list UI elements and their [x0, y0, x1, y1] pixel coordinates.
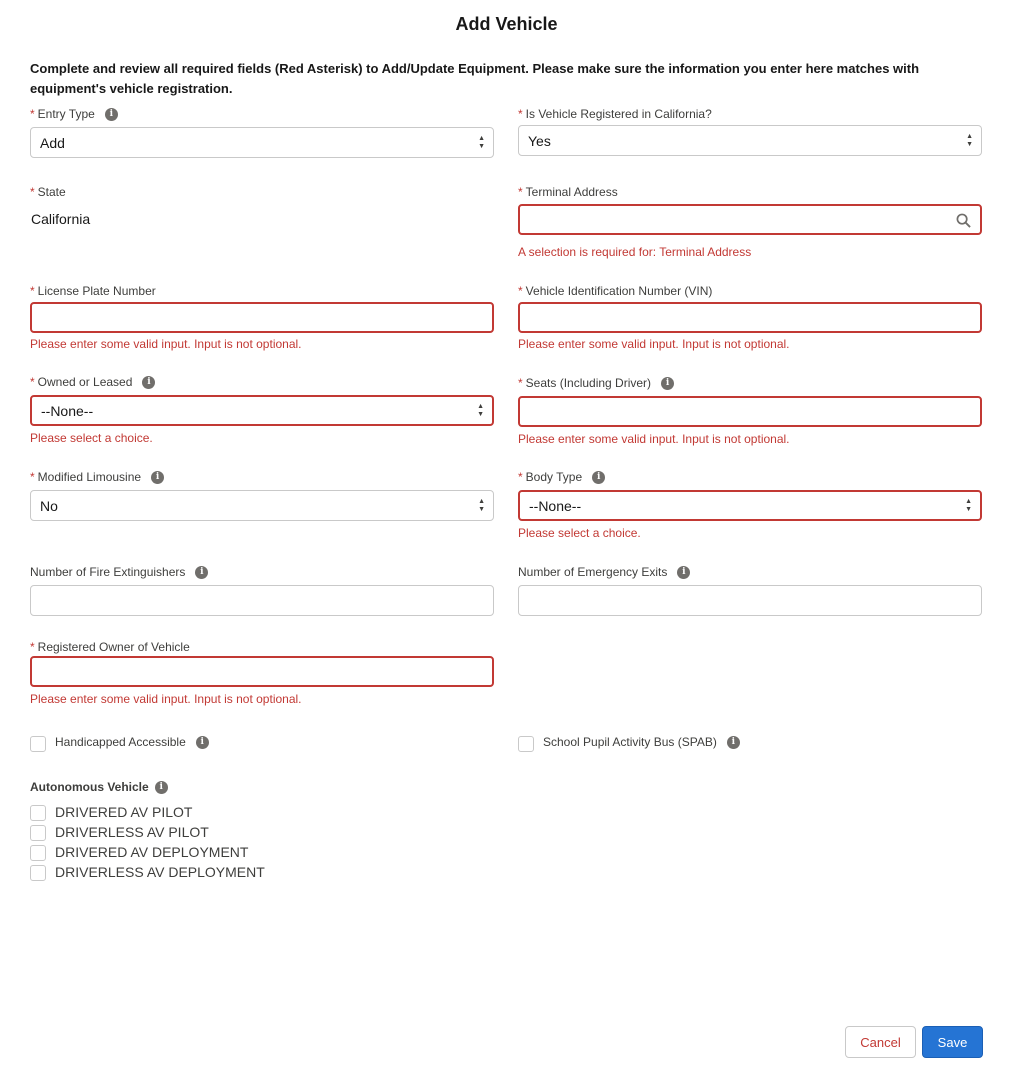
body-type-select[interactable] — [518, 490, 982, 521]
required-asterisk: * — [518, 470, 523, 484]
terminal-address-label — [518, 185, 618, 199]
label-text: Modified Limousine — [37, 470, 142, 484]
owned-leased-select[interactable] — [30, 395, 494, 426]
license-plate-label — [30, 284, 156, 298]
label-text: Terminal Address — [525, 185, 618, 199]
terminal-address-lookup[interactable] — [518, 204, 982, 235]
av-option-label: DRIVERED AV DEPLOYMENT — [55, 844, 249, 860]
label-text: Vehicle Identification Number (VIN) — [525, 284, 713, 298]
instructions: Complete and review all required fields (Red Asterisk) to Add/Update Equipment. Please make sure the information you enter here matches with equipment's vehicle registration. — [30, 61, 920, 96]
registered-owner-input[interactable] — [30, 656, 494, 687]
seats-input[interactable] — [518, 396, 982, 427]
label-text: License Plate Number — [37, 284, 156, 298]
registered-ca-select[interactable] — [518, 125, 982, 156]
emergency-exits-label — [518, 565, 690, 579]
vin-error: Please enter some valid input. Input is not optional. — [518, 337, 790, 351]
label-text: Entry Type — [37, 107, 95, 121]
registered-owner-label — [30, 640, 190, 654]
select-value: --None-- — [41, 402, 94, 419]
entry-type-label — [30, 107, 118, 121]
info-icon[interactable]: i — [661, 377, 674, 390]
info-icon[interactable]: i — [105, 108, 118, 121]
required-asterisk: * — [518, 107, 523, 121]
license-plate-input[interactable] — [30, 302, 494, 333]
required-asterisk: * — [30, 107, 35, 121]
required-asterisk: * — [30, 470, 35, 484]
terminal-address-error: A selection is required for: Terminal Address — [518, 245, 752, 259]
label-text: School Pupil Activity Bus (SPAB) — [543, 735, 717, 749]
fire-extinguishers-input[interactable] — [30, 585, 494, 616]
info-icon[interactable]: i — [727, 736, 740, 749]
required-asterisk: * — [30, 185, 35, 199]
seats-label — [518, 376, 674, 390]
save-button[interactable]: Save — [922, 1026, 983, 1058]
registered-ca-label — [518, 107, 712, 121]
info-icon[interactable]: i — [592, 471, 605, 484]
label-text: Registered Owner of Vehicle — [37, 640, 190, 654]
page-title: Add Vehicle — [455, 14, 558, 34]
info-icon[interactable]: i — [155, 781, 168, 794]
cancel-button[interactable]: Cancel — [845, 1026, 916, 1058]
av-option-checkbox[interactable] — [30, 845, 46, 861]
required-asterisk: * — [30, 375, 35, 389]
label-text: Body Type — [525, 470, 583, 484]
registered-owner-error: Please enter some valid input. Input is not optional. — [30, 692, 302, 706]
required-asterisk: * — [518, 185, 523, 199]
label-text: Handicapped Accessible — [55, 735, 186, 749]
modified-limo-label — [30, 470, 164, 484]
required-asterisk: * — [518, 284, 523, 298]
search-icon — [956, 213, 971, 228]
label-text: Seats (Including Driver) — [525, 376, 652, 390]
spab-label — [543, 735, 740, 749]
av-option-label: DRIVERLESS AV DEPLOYMENT — [55, 864, 265, 880]
av-option-checkbox[interactable] — [30, 865, 46, 881]
select-value: Add — [40, 134, 65, 151]
state-label — [30, 185, 66, 199]
handicapped-label — [55, 735, 209, 749]
fire-extinguishers-label — [30, 565, 208, 579]
required-asterisk: * — [518, 376, 523, 390]
info-icon[interactable]: i — [151, 471, 164, 484]
vin-label — [518, 284, 712, 298]
owned-leased-label — [30, 375, 155, 389]
select-value: Yes — [528, 132, 551, 149]
label-text: Owned or Leased — [37, 375, 133, 389]
av-option-label: DRIVERLESS AV PILOT — [55, 824, 209, 840]
label-text: Is Vehicle Registered in California? — [525, 107, 712, 121]
info-icon[interactable]: i — [196, 736, 209, 749]
owned-leased-error: Please select a choice. — [30, 431, 153, 445]
label-text: State — [37, 185, 66, 199]
license-plate-error: Please enter some valid input. Input is not optional. — [30, 337, 302, 351]
select-arrows-icon: ▲ ▼ — [477, 402, 484, 418]
select-arrows-icon: ▲ ▼ — [478, 134, 485, 150]
av-option-checkbox[interactable] — [30, 805, 46, 821]
info-icon[interactable]: i — [195, 566, 208, 579]
select-arrows-icon: ▲ ▼ — [478, 497, 485, 513]
select-arrows-icon: ▲ ▼ — [966, 132, 973, 148]
modified-limo-select[interactable] — [30, 490, 494, 521]
select-arrows-icon: ▲ ▼ — [965, 497, 972, 513]
entry-type-select[interactable] — [30, 127, 494, 158]
select-value: --None-- — [529, 497, 582, 514]
label-text: Number of Fire Extinguishers — [30, 565, 186, 579]
info-icon[interactable]: i — [142, 376, 155, 389]
av-option-checkbox[interactable] — [30, 825, 46, 841]
required-asterisk: * — [30, 284, 35, 298]
body-type-label — [518, 470, 605, 484]
emergency-exits-input[interactable] — [518, 585, 982, 616]
label-text: Number of Emergency Exits — [518, 565, 668, 579]
info-icon[interactable]: i — [677, 566, 690, 579]
body-type-error: Please select a choice. — [518, 526, 641, 540]
seats-error: Please enter some valid input. Input is not optional. — [518, 432, 790, 446]
av-option-label: DRIVERED AV PILOT — [55, 804, 193, 820]
label-text: Autonomous Vehicle — [30, 780, 149, 794]
spab-checkbox[interactable] — [518, 736, 534, 752]
state-value: California — [31, 211, 91, 227]
vin-input[interactable] — [518, 302, 982, 333]
handicapped-checkbox[interactable] — [30, 736, 46, 752]
select-value: No — [40, 497, 58, 514]
autonomous-vehicle-label — [30, 780, 168, 794]
required-asterisk: * — [30, 640, 35, 654]
